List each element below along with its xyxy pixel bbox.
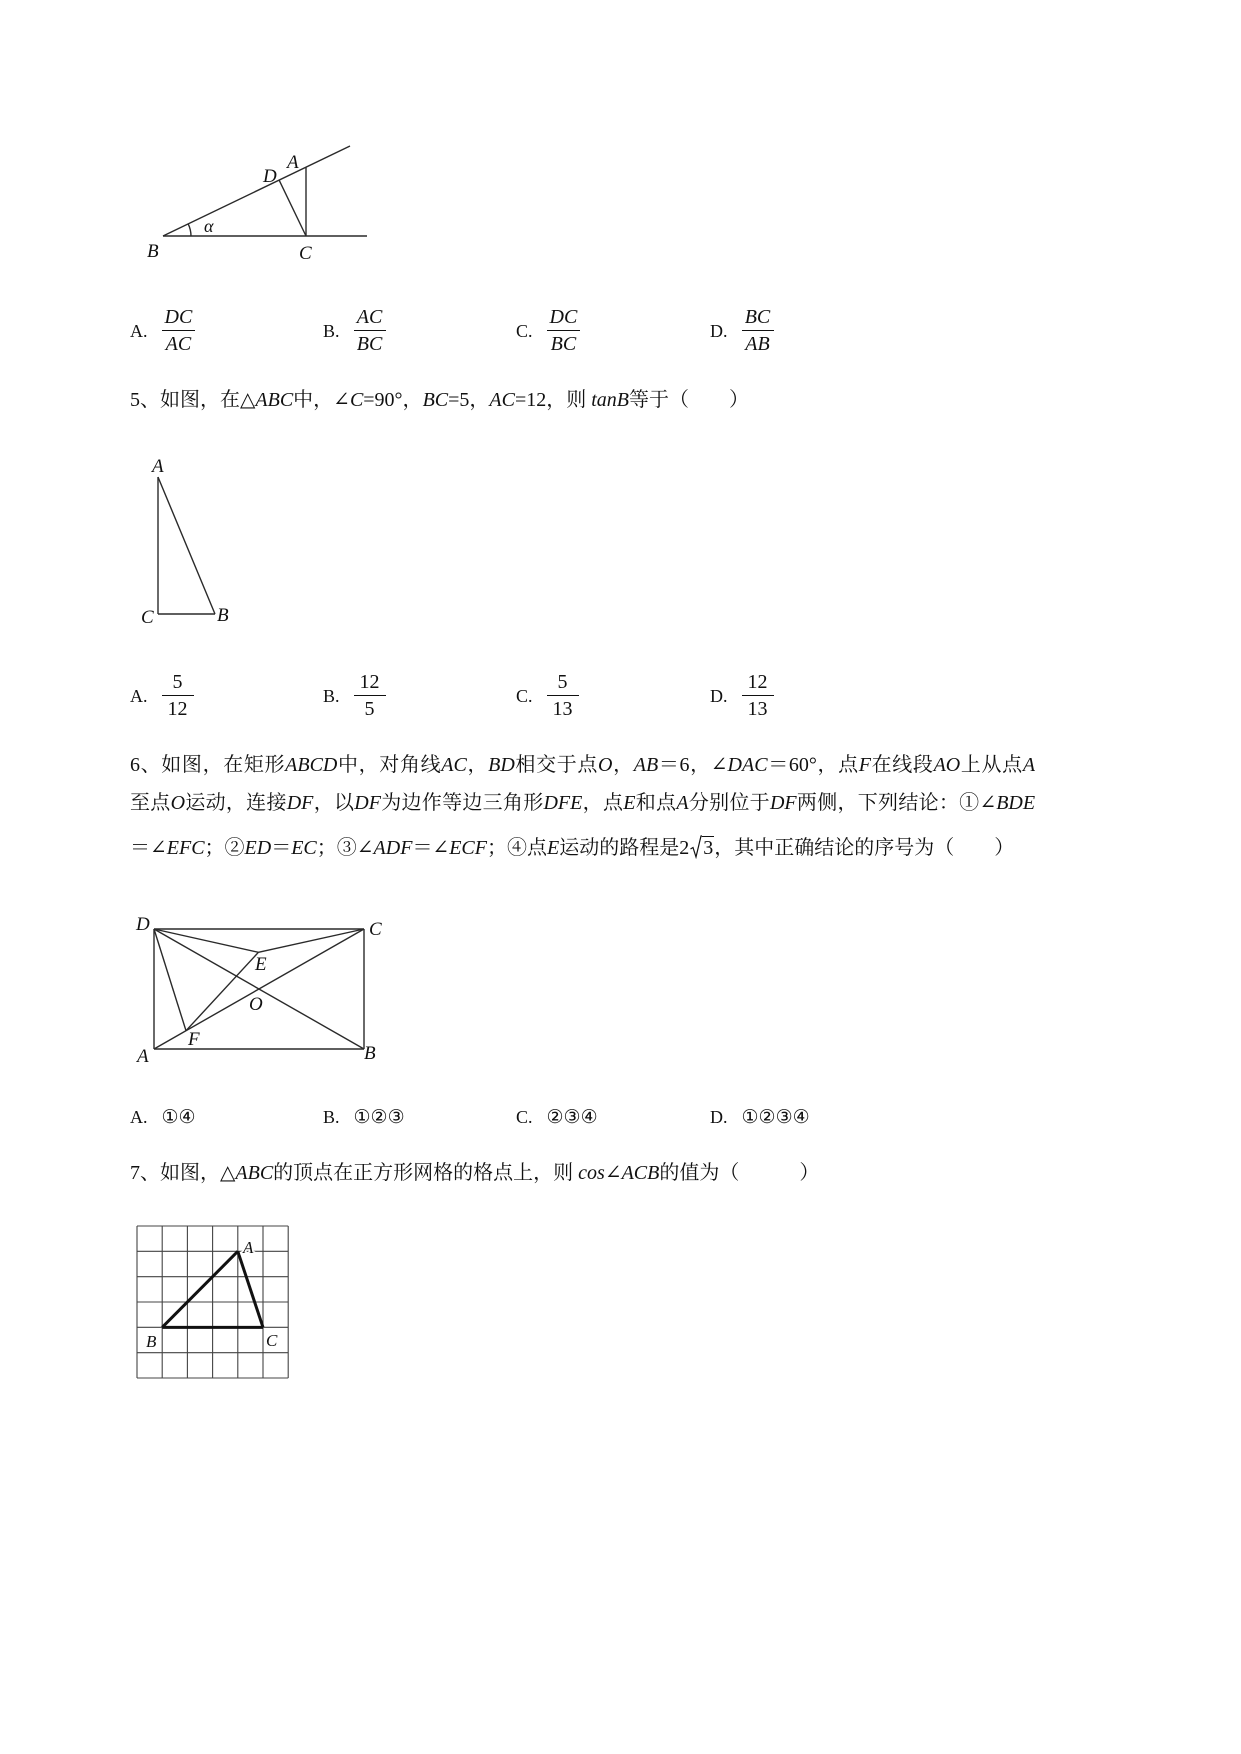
text-run: 等于（ ） [629, 389, 750, 411]
fraction-denominator: 13 [747, 698, 768, 720]
math-variable: BDE [996, 792, 1035, 814]
q5-option-b [323, 671, 386, 721]
label-c: C [369, 919, 382, 940]
label-d: D [263, 166, 277, 187]
q5-option-c [516, 671, 579, 721]
label-c: C [299, 243, 312, 264]
text-run: 两侧，下列结论：①∠ [796, 792, 997, 814]
q6-option-a [130, 1105, 196, 1129]
text-run: 中，∠ [293, 389, 350, 411]
q6-figure [130, 908, 390, 1070]
segment-ac [238, 1251, 263, 1327]
text-run: 运动的路程是 [559, 837, 680, 859]
fraction-numerator: DC [547, 306, 581, 331]
option-letter: C. [516, 1106, 533, 1127]
option-letter: C. [516, 320, 533, 341]
fraction-denominator: 13 [552, 698, 573, 720]
option-letter: D. [710, 320, 728, 341]
fraction [162, 306, 196, 356]
text-run: ， [466, 754, 489, 776]
fraction [162, 671, 194, 721]
option-letter: B. [323, 1106, 340, 1127]
text-run: ；③∠ [316, 837, 374, 859]
label-o: O [249, 994, 263, 1015]
label-b: B [147, 241, 159, 262]
label-a: A [152, 456, 164, 477]
label-alpha: α [204, 216, 214, 236]
label-b: B [146, 1332, 157, 1351]
fraction-denominator: BC [356, 333, 383, 355]
question-6-text-line-1 [130, 753, 1035, 777]
text-run: =12，则 [514, 389, 592, 411]
fraction [547, 671, 579, 721]
math-variable: DF [769, 792, 797, 814]
math-variable: AO [933, 754, 961, 776]
math-variable: ED [244, 837, 272, 859]
text-run: ＝ [271, 837, 292, 859]
ray-ba [163, 146, 350, 236]
math-variable: O [598, 754, 613, 776]
text-run: ＝∠ [412, 837, 450, 859]
text-run: ，点 [582, 792, 624, 814]
fraction-numerator: 12 [742, 671, 774, 696]
q4-option-d [710, 306, 774, 356]
label-c: C [141, 607, 154, 628]
math-variable: EC [291, 837, 317, 859]
segment-ba [162, 1251, 238, 1327]
fraction-numerator: 5 [162, 671, 194, 696]
fraction-denominator: AC [165, 333, 192, 355]
math-variable: AB [633, 754, 659, 776]
math-variable: C [349, 389, 364, 411]
option-text: ②③④ [546, 1106, 598, 1128]
segment-ec [258, 929, 364, 952]
math-variable: ADF [373, 837, 413, 859]
label-a: A [243, 1238, 254, 1257]
math-variable: AC [489, 389, 515, 411]
text-run: =5， [448, 389, 490, 411]
math-variable: ABC [255, 389, 294, 411]
text-run: ，以 [313, 792, 355, 814]
fraction [354, 671, 386, 721]
q7-grid-figure [130, 1220, 295, 1385]
label-b: B [217, 605, 229, 626]
square-root-stroke [691, 836, 703, 857]
option-letter: A. [130, 1106, 148, 1127]
option-letter: C. [516, 685, 533, 706]
fraction [742, 306, 774, 356]
text-run: 运动，连接 [185, 792, 287, 814]
text-run: 上从点 [960, 754, 1023, 776]
angle-alpha-arc [188, 224, 191, 236]
text-run: 在线段 [871, 754, 934, 776]
radicand: 3 [703, 837, 714, 859]
q4-option-b [323, 306, 386, 356]
option-text: ①②③④ [741, 1106, 810, 1128]
text-run: 分别位于 [688, 792, 770, 814]
math-variable: O [170, 792, 186, 814]
question-6-text-line-2 [130, 791, 1035, 815]
math-variable: A [676, 792, 689, 814]
q4-figure [140, 138, 375, 266]
segment-ab [158, 477, 215, 614]
segment-de [154, 929, 258, 952]
label-a: A [287, 152, 299, 173]
fraction [742, 671, 774, 721]
fraction-denominator: AB [745, 333, 770, 355]
math-variable: DFE [543, 792, 583, 814]
text-run: 的值为（ ） [659, 1162, 820, 1184]
text-run: ， [612, 754, 634, 776]
segment-dc [279, 180, 306, 236]
label-c: C [266, 1331, 278, 1350]
label-a: A [137, 1046, 149, 1067]
fraction-denominator: BC [550, 333, 577, 355]
math-variable: BC [422, 389, 449, 411]
q5-option-d [710, 671, 774, 721]
option-text: ①②③ [353, 1106, 405, 1128]
label-e: E [255, 954, 267, 975]
fraction-numerator: BC [742, 306, 774, 331]
text-run: ；② [204, 837, 245, 859]
option-letter: D. [710, 685, 728, 706]
text-run: 7、如图，△ [130, 1162, 236, 1184]
question-5-text [130, 388, 749, 412]
q4-option-c [516, 306, 580, 356]
math-variable: A [1022, 754, 1035, 776]
label-f: F [188, 1029, 200, 1050]
math-variable: BD [488, 754, 515, 776]
text-run: ＝∠ [130, 837, 167, 859]
option-letter: A. [130, 320, 148, 341]
math-variable: E [546, 837, 560, 859]
option-letter: A. [130, 685, 148, 706]
math-variable: ECF [449, 837, 487, 859]
math-variable: ABCD [285, 754, 338, 776]
q4-option-a [130, 306, 195, 356]
text-run: 的顶点在正方形网格的格点上，则 [273, 1162, 579, 1184]
option-text: ①④ [161, 1106, 196, 1128]
math-variable: DAC [727, 754, 768, 776]
text-run: ，其中正确结论的序号为（ ） [714, 837, 1015, 859]
text-run: 为边作等边三角形 [380, 792, 544, 814]
option-letter: B. [323, 685, 340, 706]
text-run: 5、如图，在△ [130, 389, 256, 411]
label-d: D [136, 914, 150, 935]
q6-option-d [710, 1105, 810, 1129]
segment-fe [186, 952, 258, 1030]
square-root-sign [690, 835, 702, 859]
text-run: 中，对角线 [337, 754, 442, 776]
q6-option-c [516, 1105, 598, 1129]
text-run: 至点 [130, 792, 171, 814]
fraction [354, 306, 386, 356]
radical-expression [679, 833, 714, 863]
q5-figure [135, 455, 240, 630]
question-7-text [130, 1161, 819, 1185]
fraction-numerator: AC [354, 306, 386, 331]
math-variable: EFC [166, 837, 205, 859]
math-variable: DF [286, 792, 314, 814]
fraction-denominator: 12 [167, 698, 188, 720]
fraction-numerator: 12 [354, 671, 386, 696]
math-variable: tanB [591, 389, 630, 411]
math-variable: ABC [235, 1162, 274, 1184]
text-run: 6、如图，在矩形 [130, 754, 286, 776]
question-6-text-line-3 [130, 833, 1014, 863]
text-run: ；④点 [486, 837, 547, 859]
option-letter: D. [710, 1106, 728, 1127]
math-variable: AC [441, 754, 467, 776]
option-letter: B. [323, 320, 340, 341]
text-run: ＝60°，点 [767, 754, 859, 776]
radical-coefficient: 2 [679, 837, 690, 859]
fraction-numerator: 5 [547, 671, 579, 696]
label-b: B [364, 1043, 376, 1064]
text-run: =90°， [363, 389, 423, 411]
text-run: 相交于点 [514, 754, 599, 776]
text-run: ＝6，∠ [658, 754, 728, 776]
math-variable: DF [354, 792, 381, 814]
math-expression: cos∠ACB [578, 1162, 660, 1184]
fraction-denominator: 5 [364, 698, 375, 720]
grid-lines [137, 1226, 288, 1378]
fraction [547, 306, 581, 356]
q5-option-a [130, 671, 194, 721]
math-variable: F [858, 754, 871, 776]
fraction-numerator: DC [162, 306, 196, 331]
text-run: 和点 [635, 792, 677, 814]
q6-option-b [323, 1105, 405, 1129]
math-variable: E [623, 792, 636, 814]
